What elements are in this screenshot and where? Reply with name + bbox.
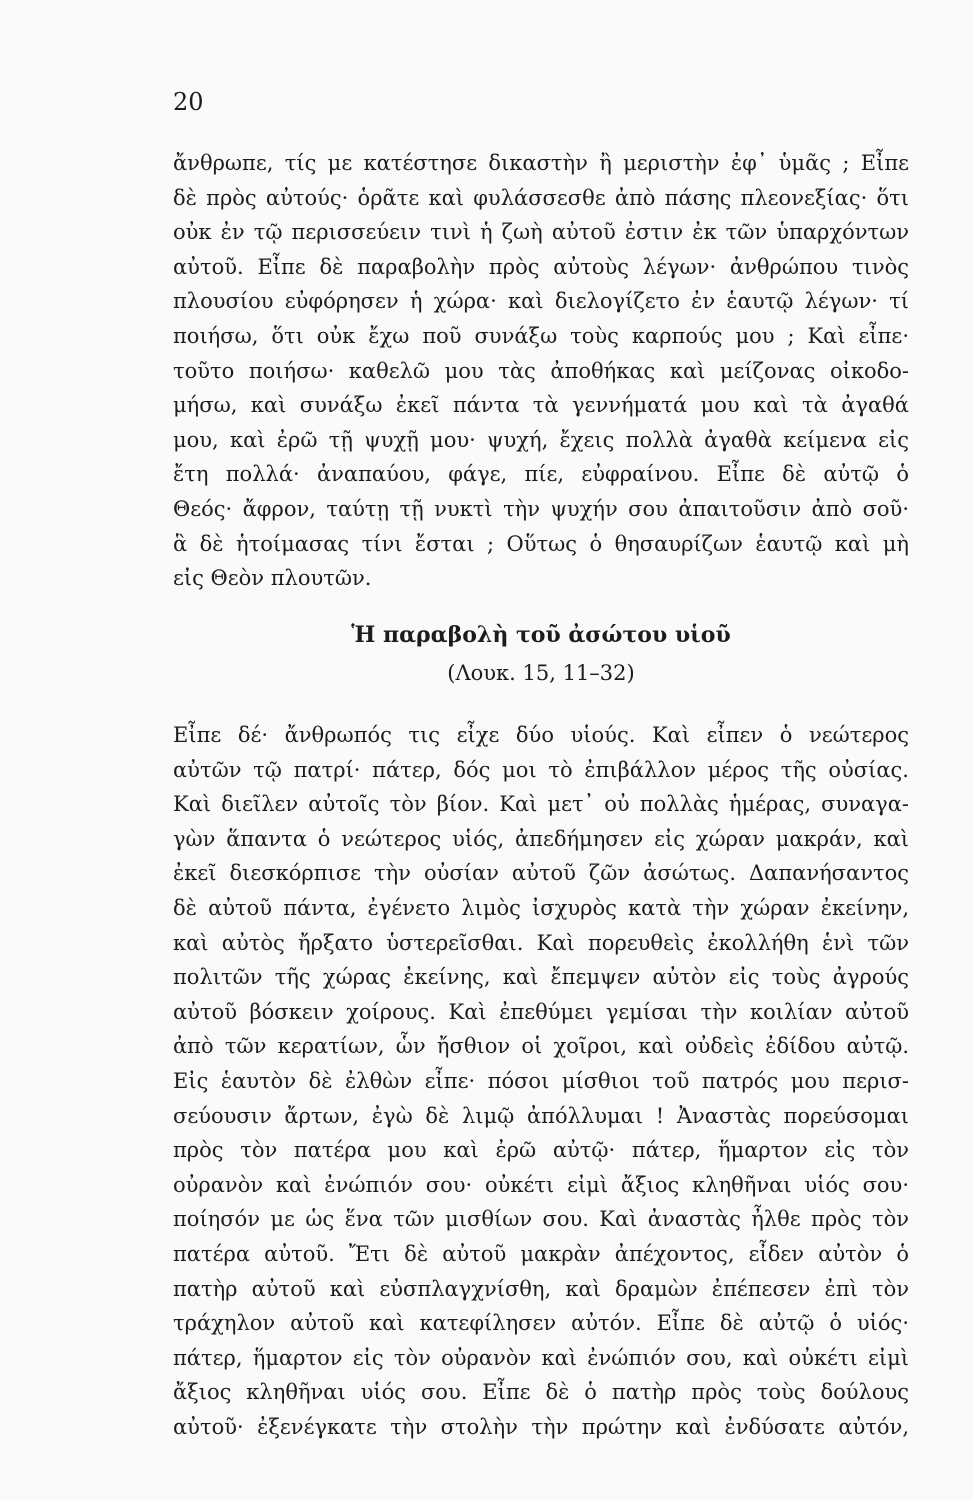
text-line: δὲ αὐτοῦ πάντα, ἐγένετο λιμὸς ἰσχυρὸς κατὰ τὴν χώραν ἐκείνην, — [173, 895, 909, 920]
text-line: αὐτῶν τῷ πατρί· πάτερ, δός μοι τὸ ἐπιβάλλον μέρος τῆς οὐσίας. — [173, 757, 909, 782]
text-line: μήσω, καὶ συνάξω ἐκεῖ πάντα τὰ γεννήματά μου καὶ τὰ ἀγαθά — [173, 393, 909, 418]
text-line: οὐρανὸν καὶ ἐνώπιόν σου· οὐκέτι εἰμὶ ἄξιος κληθῆναι υἱός σου· — [173, 1172, 909, 1197]
text-line: αὐτοῦ βόσκειν χοίρους. Καὶ ἐπεθύμει γεμίσαι τὴν κοιλίαν αὐτοῦ — [173, 999, 909, 1024]
text-line: τράχηλον αὐτοῦ καὶ κατεφίλησεν αὐτόν. Εἶπε δὲ αὐτῷ ὁ υἱός· — [173, 1311, 909, 1336]
text-line: ἔτη πολλά· ἀναπαύου, φάγε, πίε, εὐφραίνου. Εἶπε δὲ αὐτῷ ὁ — [173, 462, 909, 487]
text-line: ἃ δὲ ἡτοίμασας τίνι ἔσται ; Οὕτως ὁ θησαυρίζων ἑαυτῷ καὶ μὴ — [173, 531, 909, 556]
text-line: πολιτῶν τῆς χώρας ἐκείνης, καὶ ἔπεμψεν αὐτὸν εἰς τοὺς ἀγρούς — [173, 965, 909, 990]
text-line: Εἰς ἑαυτὸν δὲ ἐλθὼν εἶπε· πόσοι μίσθιοι τοῦ πατρός μου περισ- — [173, 1068, 909, 1093]
section-heading: Ἡ παραβολὴ τοῦ ἀσώτου υἱοῦ — [351, 622, 731, 648]
text-line: καὶ αὐτὸς ἤρξατο ὑστερεῖσθαι. Καὶ πορευθεὶς ἐκολλήθη ἑνὶ τῶν — [173, 930, 909, 955]
text-line: ἐκεῖ διεσκόρπισε τὴν οὐσίαν αὐτοῦ ζῶν ἀσώτως. Δαπανήσαντος — [173, 861, 909, 886]
text-line: πλουσίου εὐφόρησεν ἡ χώρα· καὶ διελογίζετο ἐν ἑαυτῷ λέγων· τί — [173, 289, 909, 314]
text-line: εἰς Θεὸν πλουτῶν. — [173, 566, 372, 591]
page-number: 20 — [173, 88, 204, 116]
text-line: μου, καὶ ἐρῶ τῇ ψυχῇ μου· ψυχή, ἔχεις πολλὰ ἀγαθὰ κείμενα εἰς — [173, 427, 909, 452]
text-line: αὐτοῦ· ἐξενέγκατε τὴν στολὴν τὴν πρώτην καὶ ἐνδύσατε αὐτόν, — [173, 1414, 909, 1439]
text-line: Καὶ διεῖλεν αὐτοῖς τὸν βίον. Καὶ μετ᾽ οὐ πολλὰς ἡμέρας, συναγα- — [173, 792, 909, 817]
text-line: πατὴρ αὐτοῦ καὶ εὐσπλαγχνίσθη, καὶ δραμὼν ἐπέπεσεν ἐπὶ τὸν — [173, 1276, 909, 1301]
text-line: οὐκ ἐν τῷ περισσεύειν τινὶ ἡ ζωὴ αὐτοῦ ἐστιν ἐκ τῶν ὑπαρχόντων — [173, 220, 909, 245]
section-reference: (Λουκ. 15, 11–32) — [447, 661, 635, 685]
text-line: πρὸς τὸν πατέρα μου καὶ ἐρῶ αὐτῷ· πάτερ, ἥμαρτον εἰς τὸν — [173, 1138, 909, 1163]
text-line: Εἶπε δέ· ἄνθρωπός τις εἶχε δύο υἱούς. Καὶ εἶπεν ὁ νεώτερος — [173, 723, 909, 747]
text-line: δὲ πρὸς αὐτούς· ὁρᾶτε καὶ φυλάσσεσθε ἀπὸ πάσης πλεονεξίας· ὅτι — [173, 185, 909, 210]
text-line: τοῦτο ποιήσω· καθελῶ μου τὰς ἀποθήκας καὶ μείζονας οἰκοδο- — [173, 358, 909, 383]
text-line: ἀπὸ τῶν κερατίων, ὧν ἤσθιον οἱ χοῖροι, καὶ οὐδεὶς ἐδίδου αὐτῷ. — [173, 1034, 909, 1059]
text-line: αὐτοῦ. Εἶπε δὲ παραβολὴν πρὸς αὐτοὺς λέγων· ἀνθρώπου τινὸς — [173, 254, 909, 279]
text-line: ποιήσω, ὅτι οὐκ ἔχω ποῦ συνάξω τοὺς καρπούς μου ; Καὶ εἶπε· — [173, 323, 909, 348]
text-line: ἄνθρωπε, τίς με κατέστησε δικαστὴν ἢ μεριστὴν ἐφ᾽ ὑμᾶς ; Εἶπε — [173, 151, 909, 175]
text-line: πάτερ, ἥμαρτον εἰς τὸν οὐρανὸν καὶ ἐνώπιόν σου, καὶ οὐκέτι εἰμὶ — [173, 1345, 909, 1370]
text-line: γὼν ἅπαντα ὁ νεώτερος υἱός, ἀπεδήμησεν εἰς χώραν μακράν, καὶ — [173, 826, 909, 851]
paragraph-prodigal-son — [173, 718, 909, 1444]
text-line: ἄξιος κληθῆναι υἱός σου. Εἶπε δὲ ὁ πατὴρ πρὸς τοὺς δούλους — [173, 1380, 909, 1405]
text-line: σεύουσιν ἄρτων, ἐγὼ δὲ λιμῷ ἀπόλλυμαι ! Ἀναστὰς πορεύσομαι — [173, 1103, 909, 1128]
text-line: πατέρα αὐτοῦ. Ἔτι δὲ αὐτοῦ μακρὰν ἀπέχοντος, εἶδεν αὐτὸν ὁ — [173, 1241, 909, 1266]
text-line: Θεός· ἄφρον, ταύτῃ τῇ νυκτὶ τὴν ψυχήν σου ἀπαιτοῦσιν ἀπὸ σοῦ· — [173, 496, 909, 521]
paragraph-rich-fool — [173, 146, 909, 596]
text-line: ποίησόν με ὡς ἕνα τῶν μισθίων σου. Καὶ ἀναστὰς ἦλθε πρὸς τὸν — [173, 1207, 909, 1232]
